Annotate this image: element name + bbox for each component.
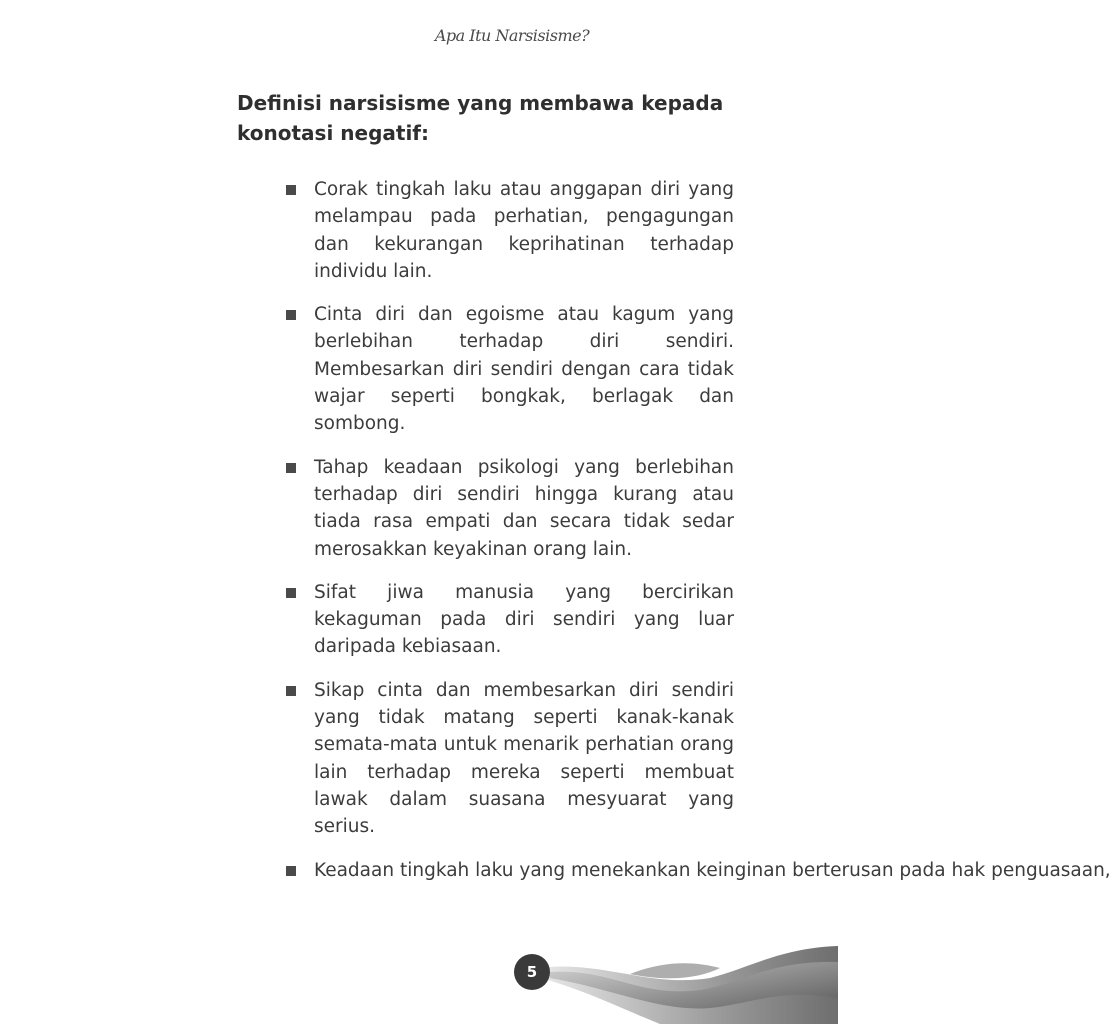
- list-item: [282, 454, 734, 563]
- definition-list: [282, 176, 1111, 900]
- section-heading: Definisi narsisisme yang membawa kepada konotasi negatif:: [237, 91, 724, 145]
- running-head: Apa Itu Narsisisme?: [434, 26, 590, 45]
- square-bullet-icon: [286, 185, 296, 195]
- square-bullet-icon: [286, 463, 296, 473]
- list-item: [282, 857, 1111, 884]
- page-number-badge: 5: [514, 954, 550, 990]
- list-item-text: Keadaan tingkah laku yang menekankan keinginan berterusan pada hak penguasaan,: [314, 859, 1111, 881]
- list-item-text: Cinta diri dan egoisme atau kagum yang berlebihan terhadap diri sendiri. Membesarkan diri sendiri dengan cara tidak wajar seperti bongkak, berlagak dan sombong.: [314, 304, 734, 435]
- square-bullet-icon: [286, 310, 296, 320]
- square-bullet-icon: [286, 588, 296, 598]
- decorative-wave-graphic: [540, 938, 838, 1024]
- square-bullet-icon: [286, 866, 296, 876]
- list-item: [282, 579, 734, 661]
- square-bullet-icon: [286, 686, 296, 696]
- list-item-text: Tahap keadaan psikologi yang berlebihan terhadap diri sendiri hingga kurang atau tiada rasa empati dan secara tidak sedar merosakkan keyakinan orang lain.: [314, 456, 734, 560]
- list-item-text: Sikap cinta dan membesarkan diri sendiri yang tidak matang seperti kanak-kanak semata-mata untuk menarik perhatian orang lain terhadap mereka seperti membuat lawak dalam suasana mesyuarat yang serius.: [314, 679, 734, 838]
- list-item: [282, 301, 734, 437]
- list-item-text: Sifat jiwa manusia yang bercirikan kekaguman pada diri sendiri yang luar daripada kebiasaan.: [314, 581, 734, 658]
- list-item: [282, 176, 734, 285]
- list-item-text: Corak tingkah laku atau anggapan diri yang melampau pada perhatian, pengagungan dan kekurangan keprihatinan terhadap individu lain.: [314, 179, 734, 282]
- list-item: [282, 677, 734, 841]
